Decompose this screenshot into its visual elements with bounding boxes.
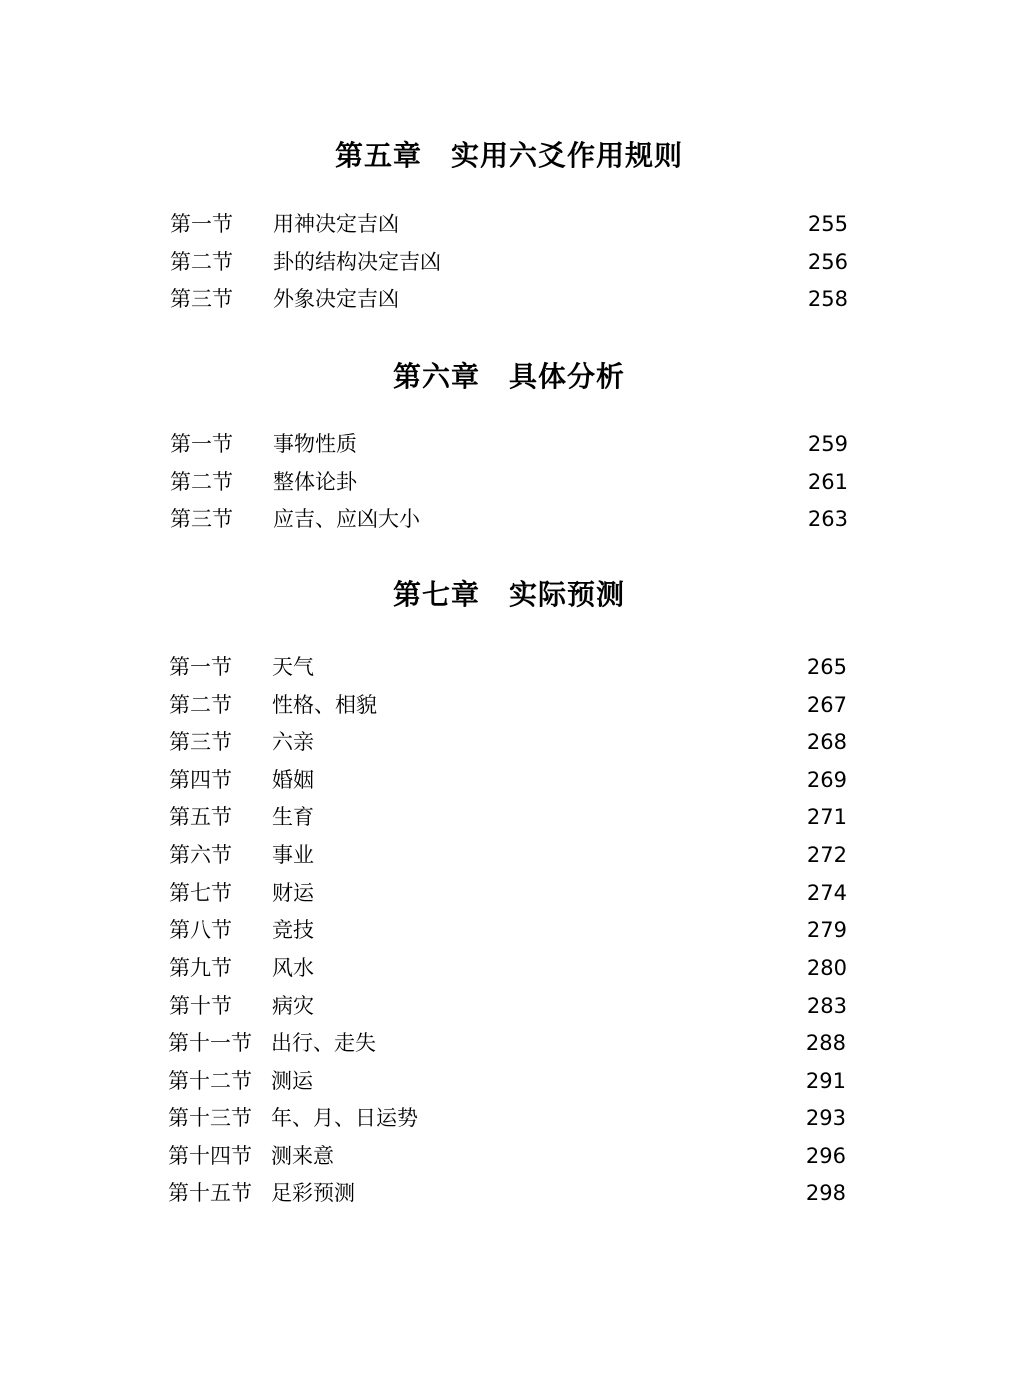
page-number: 274 [806, 881, 847, 905]
page-number: 293 [805, 1106, 846, 1130]
toc-entry[interactable] [0, 1141, 1018, 1171]
page-number: 271 [806, 805, 847, 829]
section-title: 竞技 [272, 918, 314, 942]
section-label: 第十节 [169, 994, 232, 1018]
page-number: 261 [807, 470, 848, 494]
page-number: 265 [806, 655, 847, 679]
section-title: 整体论卦 [273, 470, 357, 494]
toc-entry[interactable] [0, 915, 1018, 945]
section-label: 第十四节 [168, 1144, 252, 1168]
section-title: 年、月、日运势 [271, 1106, 418, 1130]
section-title: 足彩预测 [271, 1181, 355, 1205]
toc-entry[interactable] [0, 429, 1018, 459]
section-label: 第一节 [170, 432, 233, 456]
page-number: 280 [806, 956, 847, 980]
toc-entry[interactable] [0, 1103, 1018, 1133]
page-number: 272 [806, 843, 847, 867]
page-number: 268 [806, 730, 847, 754]
toc-entry[interactable] [0, 284, 1018, 314]
section-label: 第一节 [170, 212, 233, 236]
section-title: 性格、相貌 [272, 693, 377, 717]
page-number: 288 [805, 1031, 846, 1055]
toc-entry[interactable] [0, 467, 1018, 497]
toc-entry[interactable] [0, 727, 1018, 757]
toc-entry[interactable] [0, 802, 1018, 832]
section-label: 第二节 [170, 250, 233, 274]
section-label: 第四节 [169, 768, 232, 792]
section-label: 第一节 [169, 655, 232, 679]
page-number: 256 [807, 250, 848, 274]
toc-entry[interactable] [0, 209, 1018, 239]
toc-entry[interactable] [0, 765, 1018, 795]
section-label: 第二节 [170, 470, 233, 494]
toc-entry[interactable] [0, 840, 1018, 870]
section-label: 第十一节 [168, 1031, 252, 1055]
section-label: 第五节 [169, 805, 232, 829]
chapter-title: 第六章 具体分析 [392, 360, 625, 393]
section-title: 外象决定吉凶 [273, 287, 399, 311]
toc-entry[interactable] [0, 504, 1018, 534]
page-number: 259 [807, 432, 848, 456]
section-title: 病灾 [272, 994, 314, 1018]
section-title: 应吉、应凶大小 [273, 507, 420, 531]
toc-entry[interactable] [0, 652, 1018, 682]
section-label: 第三节 [170, 287, 233, 311]
section-title: 卦的结构决定吉凶 [273, 250, 441, 274]
section-title: 事业 [272, 843, 314, 867]
section-label: 第六节 [169, 843, 232, 867]
toc-entry[interactable] [0, 991, 1018, 1021]
page-number: 269 [806, 768, 847, 792]
page-number: 267 [806, 693, 847, 717]
toc-entry[interactable] [0, 953, 1018, 983]
chapter-title: 第五章 实用六爻作用规则 [334, 139, 683, 172]
page-number: 258 [807, 287, 848, 311]
chapter-title: 第七章 实际预测 [392, 578, 625, 611]
toc-entry[interactable] [0, 1178, 1018, 1208]
section-label: 第十二节 [168, 1069, 252, 1093]
page-number: 298 [805, 1181, 846, 1205]
section-label: 第七节 [169, 881, 232, 905]
section-title: 天气 [272, 655, 314, 679]
section-title: 婚姻 [272, 768, 314, 792]
section-title: 六亲 [272, 730, 314, 754]
section-title: 用神决定吉凶 [273, 212, 399, 236]
section-label: 第十三节 [168, 1106, 252, 1130]
section-title: 测运 [271, 1069, 313, 1093]
section-title: 生育 [272, 805, 314, 829]
section-label: 第九节 [169, 956, 232, 980]
section-title: 风水 [272, 956, 314, 980]
toc-entry[interactable] [0, 1028, 1018, 1058]
section-title: 测来意 [271, 1144, 334, 1168]
page-number: 263 [807, 507, 848, 531]
page-number: 291 [805, 1069, 846, 1093]
toc-entry[interactable] [0, 690, 1018, 720]
section-label: 第二节 [169, 693, 232, 717]
page-number: 279 [806, 918, 847, 942]
toc-entry[interactable] [0, 247, 1018, 277]
page-number: 296 [805, 1144, 846, 1168]
section-label: 第八节 [169, 918, 232, 942]
page-number: 283 [806, 994, 847, 1018]
page-number: 255 [807, 212, 848, 236]
section-title: 事物性质 [273, 432, 357, 456]
section-title: 出行、走失 [271, 1031, 376, 1055]
toc-entry[interactable] [0, 878, 1018, 908]
section-label: 第三节 [170, 507, 233, 531]
section-title: 财运 [272, 881, 314, 905]
section-label: 第十五节 [168, 1181, 252, 1205]
toc-entry[interactable] [0, 1066, 1018, 1096]
section-label: 第三节 [169, 730, 232, 754]
